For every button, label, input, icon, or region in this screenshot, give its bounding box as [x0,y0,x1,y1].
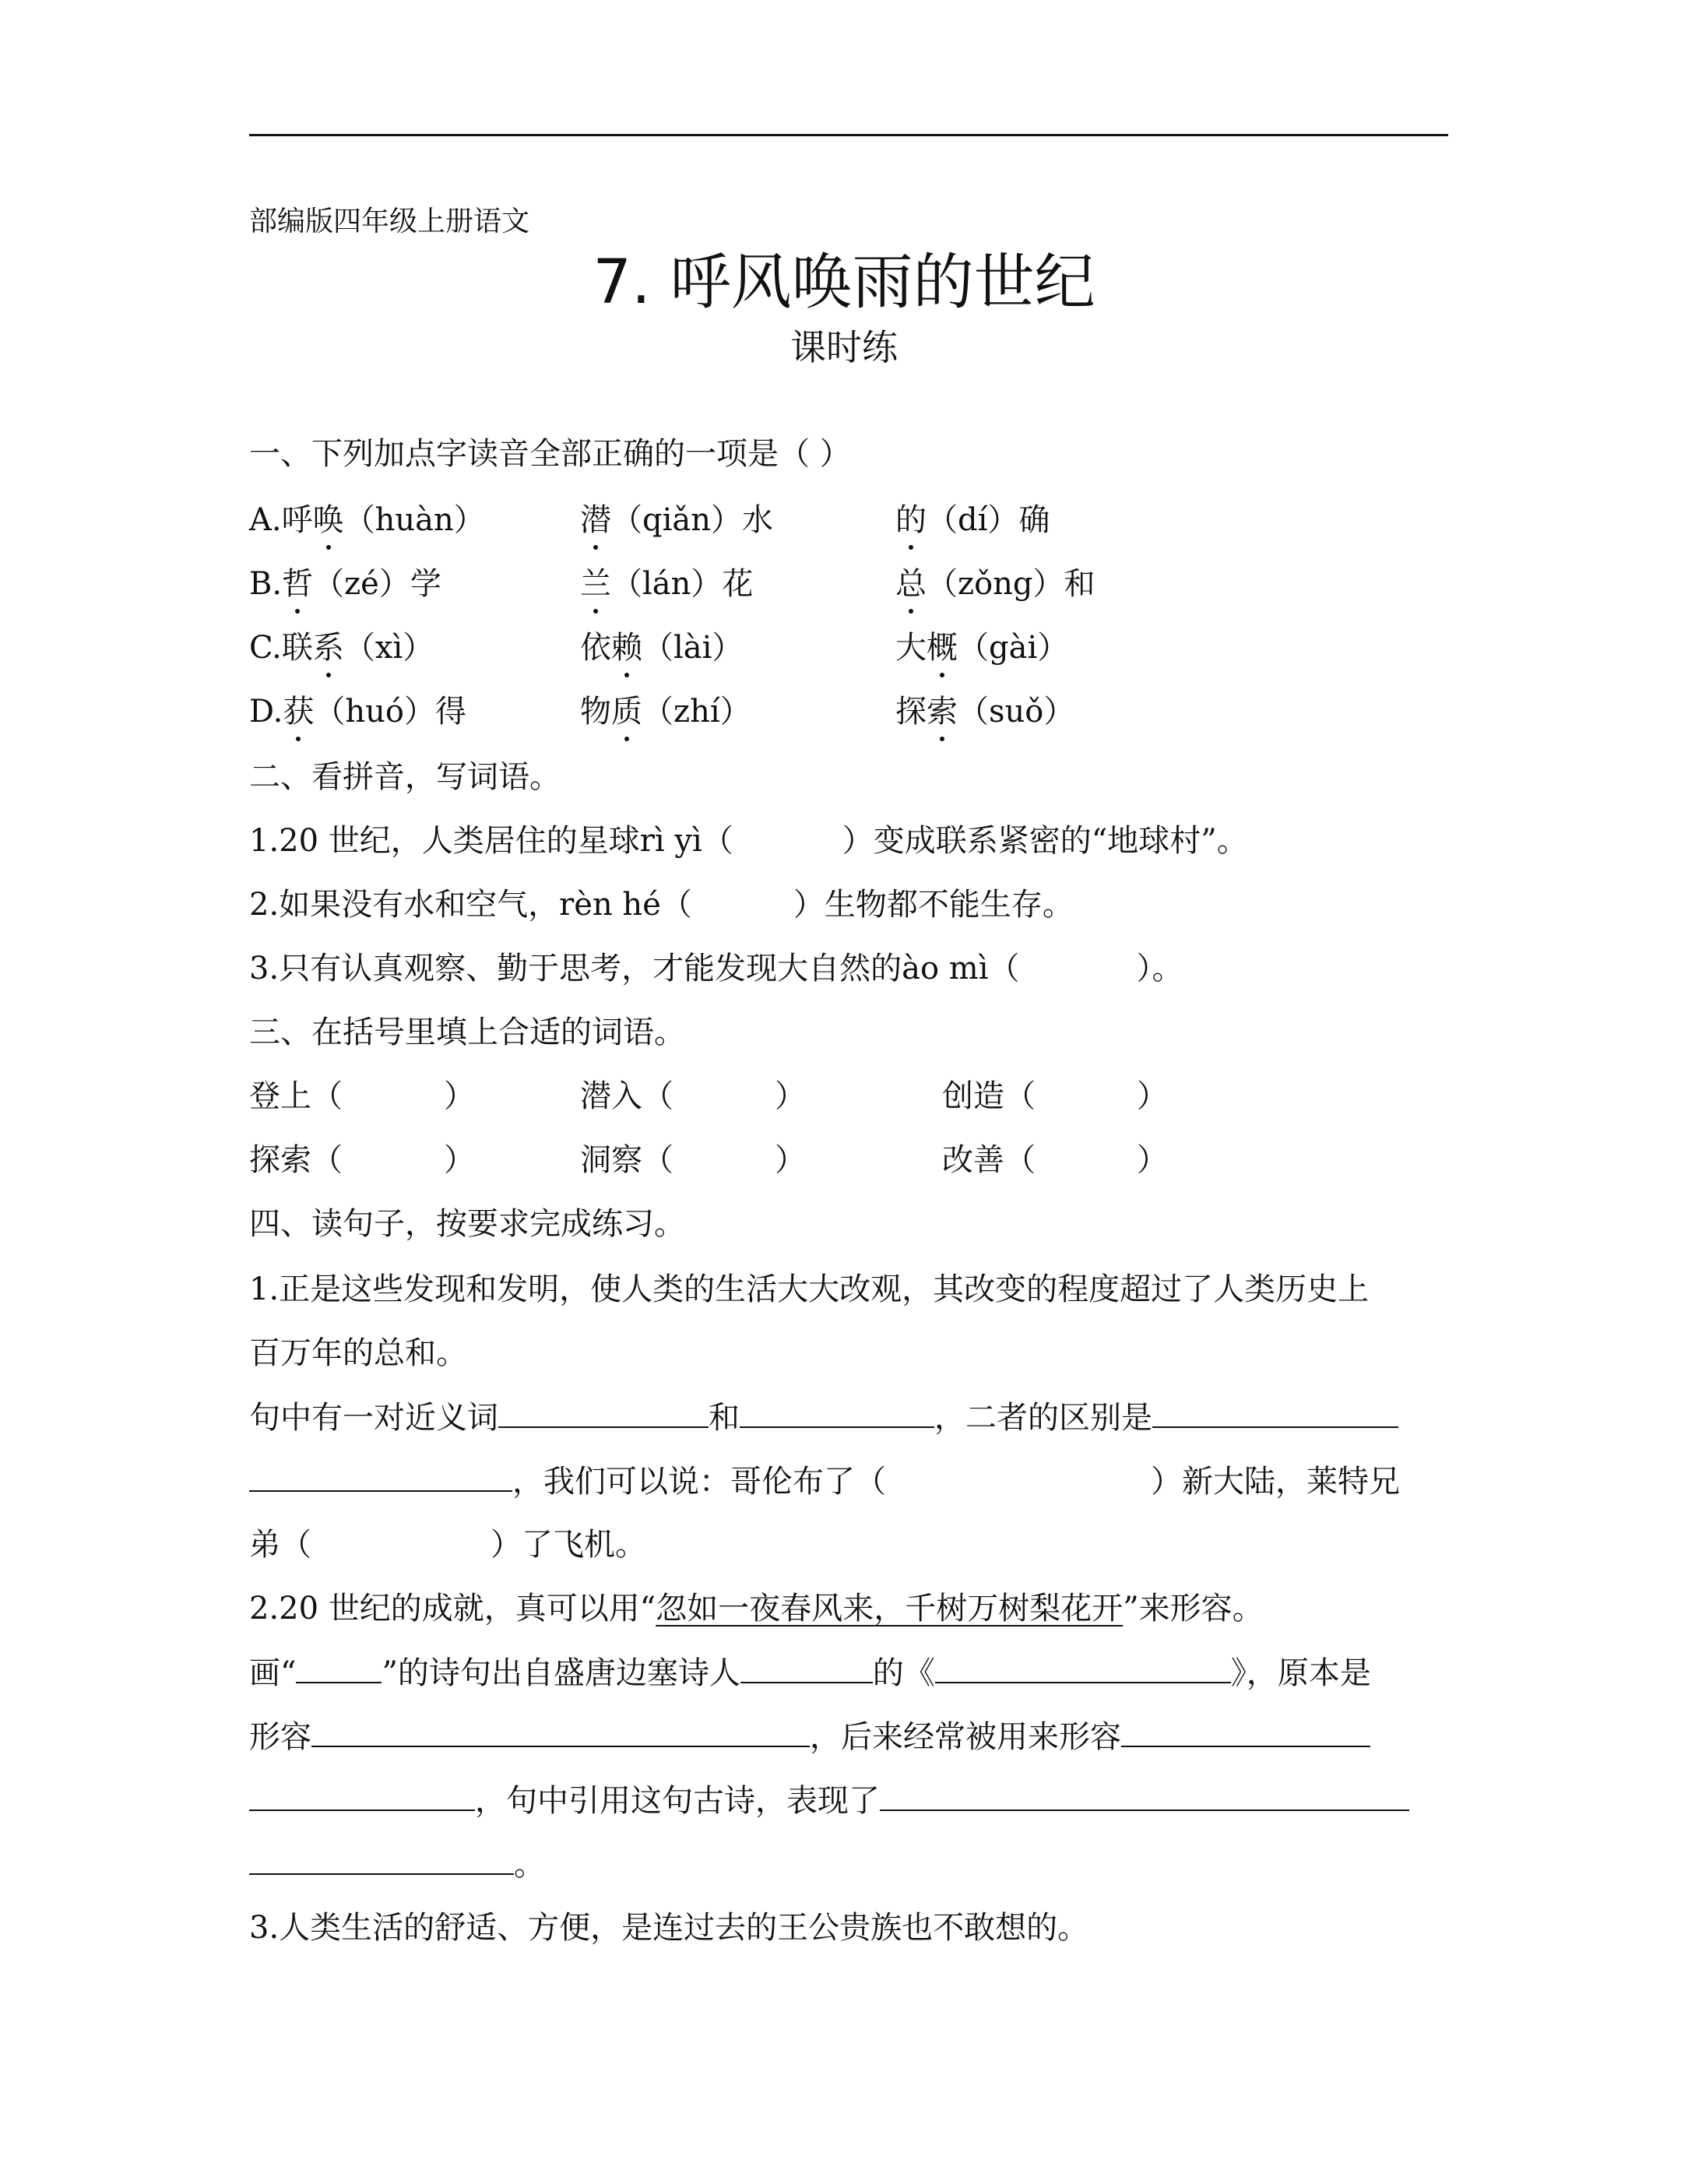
dotted-char: 潜 [580,498,611,542]
answer-blank[interactable] [1152,1395,1398,1428]
fill-item: 潜入（ ） [580,1078,806,1114]
header-rule [249,134,1448,136]
answer-blank[interactable] [880,1778,1409,1811]
dotted-char: 概 [927,626,958,670]
dotted-char: 唤 [313,498,344,542]
fill-item: 洞察（ ） [580,1142,806,1178]
lesson-title: 7. 呼风唤雨的世纪 [593,248,1095,318]
section4-q1-line4: ，我们可以说：哥伦布了（ ）新大陆，莱特兄 [249,1459,1400,1503]
lesson-subtitle: 课时练 [790,326,898,368]
answer-blank[interactable] [311,1714,810,1747]
answer-blank[interactable] [498,1395,709,1428]
section1-title: 一、下列加点字读音全部正确的一项是（ ） [249,436,851,472]
answer-blank[interactable] [1121,1714,1370,1747]
option-b-col3: 总（zǒng）和 [895,562,1095,606]
underline-sample [296,1651,382,1683]
section4-q2-line3: 形容 ，后来经常被用来形容 [249,1714,1370,1759]
section2-q2: 2.如果没有水和空气，rèn hé（ ）生物都不能生存。 [249,887,1074,923]
option-d-col3: 探索（suǒ） [895,690,1074,733]
section4-q3: 3.人类生活的舒适、方便，是连过去的王公贵族也不敢想的。 [249,1910,1089,1946]
section4-q1-line3: 句中有一对近义词 和 ，二者的区别是 [249,1395,1398,1440]
dotted-char: 哲 [282,562,313,606]
section4-q2-line1: 2.20 世纪的成就，真可以用“忽如一夜春风来，千树万树梨花开”来形容。 [249,1591,1264,1627]
answer-blank[interactable] [740,1395,934,1428]
dotted-char: 质 [611,690,642,733]
fill-item: 改善（ ） [942,1142,1168,1178]
dotted-char: 赖 [611,626,642,670]
section4-q1-line2: 百万年的总和。 [249,1335,467,1371]
section3-title: 三、在括号里填上合适的词语。 [249,1015,685,1050]
option-d-col2: 物质（zhí） [580,690,751,733]
option-b-col1: B.哲（zé）学 [249,562,441,606]
dotted-char: 系 [313,626,344,670]
answer-blank[interactable] [935,1651,1231,1683]
answer-blank[interactable] [740,1651,873,1683]
section2-q1: 1.20 世纪，人类居住的星球rì yì（ ）变成联系紧密的“地球村”。 [249,823,1248,859]
section2-q3: 3.只有认真观察、勤于思考，才能发现大自然的ào mì（ ）。 [249,951,1183,986]
dotted-char: 兰 [580,562,611,606]
section2-title: 二、看拼音，写词语。 [249,759,561,795]
subject-label: 部编版四年级上册语文 [249,206,530,237]
fill-item: 登上（ ） [249,1078,475,1114]
option-a-col3: 的（dí）确 [895,498,1050,542]
fill-item: 创造（ ） [942,1078,1168,1114]
dotted-char: 获 [283,690,314,733]
dotted-char: 总 [895,562,927,606]
option-c-col1: C.联系（xì） [249,626,434,670]
option-d-col1: D.获（huó）得 [249,690,466,733]
section4-title: 四、读句子，按要求完成练习。 [249,1206,685,1242]
answer-blank[interactable] [249,1459,512,1492]
section4-q2-line4: ，句中引用这句古诗，表现了 [249,1778,1409,1823]
option-a-col1: A.呼唤（huàn） [249,498,485,542]
answer-blank[interactable] [249,1778,475,1811]
section4-q1-line5: 弟（ ）了飞机。 [249,1527,646,1563]
option-b-col2: 兰（lán）花 [580,562,753,606]
section4-q2-line5: 。 [249,1842,545,1887]
option-c-col2: 依赖（lài） [580,626,743,670]
underlined-poem: 忽如一夜春风来，千树万树梨花开 [656,1591,1124,1627]
dotted-char: 的 [895,498,927,542]
answer-blank[interactable] [249,1842,514,1875]
section4-q1-line1: 1.正是这些发现和发明，使人类的生活大大改观，其改变的程度超过了人类历史上 [249,1271,1370,1307]
option-a-col2: 潜（qiǎn）水 [580,498,773,542]
dotted-char: 索 [927,690,958,733]
option-c-col3: 大概（gài） [895,626,1068,670]
section4-q2-line2: 画“ ”的诗句出自盛唐边塞诗人 的《 》，原本是 [249,1651,1371,1695]
fill-item: 探索（ ） [249,1142,475,1178]
